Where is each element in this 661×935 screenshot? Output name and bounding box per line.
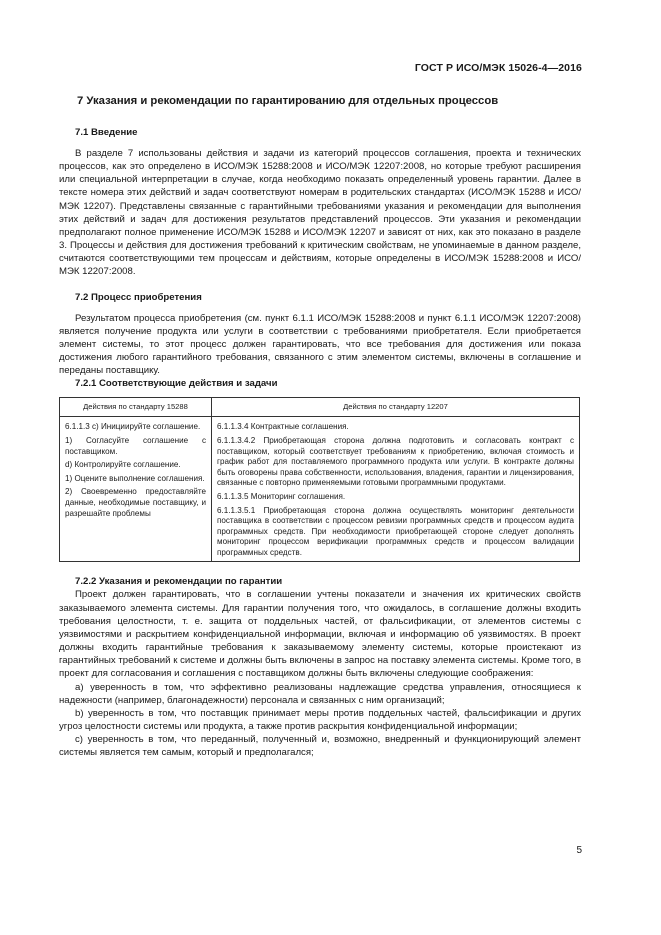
table-cell-15288 xyxy=(60,417,212,562)
table-cell-line: d) Контролируйте соглашение. xyxy=(65,460,181,470)
subsection-7-2-heading: 7.2 Процесс приобретения xyxy=(75,291,202,303)
document-id-header: ГОСТ Р ИСО/МЭК 15026-4—2016 xyxy=(414,62,582,74)
table-cell-line: 6.1.1.3.5.1 Приобретающая сторона должна осуществлять мониторинг деятельности поставщика в соответствии с процессом ревизии программных средств и процессом аудита программных средств. При необходимости приобретающей стороне следует дополнять мониторинг процессом верификации программных средств и процессом валидации программных средств. xyxy=(217,505,574,557)
table-cell-line: 6.1.1.3 с) Инициируйте соглашение. xyxy=(65,422,201,432)
subsection-7-2-1-heading: 7.2.1 Соответствующие действия и задачи xyxy=(75,378,278,390)
table-cell-line: 2) Своевременно предоставляйте данные, необходимые поставщику, и разрешайте проблемы xyxy=(65,487,206,518)
subsection-7-1-heading: 7.1 Введение xyxy=(75,127,138,138)
page-content xyxy=(59,94,581,760)
subsection-7-1-paragraph: В разделе 7 использованы действия и задачи из категорий процессов соглашения, проекта и технических процессов, как это определено в ИСО/МЭК 15288:2008 и ИСО/МЭК 12207:2008, но которые требуют расширения или специальной интерпретации в случае, когда необходимо показать определенный уровень гарантии. Далее в тексте номера этих действий и задач соответствуют номерам в родительских стандартах (ИСО/МЭК 15288 и ИСО/МЭК 12207). Представлены связанные с гарантийными требованиями указания и рекомендации для выполнения этих действий и задач для достижения результатов представлений процессов. Эти указания и рекомендации предполагают полное применение ИСО/МЭК 15288 и ИСО/МЭК 12207 и зависят от них, как это показано в разделе 3. Процессы и действия для достижения требований к критическим свойствам, не упоминаемые в данном разделе, считаются соответствующими тем процессам и действиям, которые определены в ИСО/МЭК 15288:2008 и ИСО/МЭК 12207:2008. xyxy=(59,148,581,278)
table-row xyxy=(60,417,580,562)
table-header-12207: Действия по стандарту 12207 xyxy=(212,398,580,417)
table-cell-line: 6.1.1.3.4 Контрактные соглашения. xyxy=(217,422,349,432)
table-cell-line: 1) Оцените выполнение соглашения. xyxy=(65,473,205,483)
subsection-7-2-paragraph: Результатом процесса приобретения (см. пункт 6.1.1 ИСО/МЭК 15288:2008 и пункт 6.1.1 ИСО/МЭК 12207:2008) является получение продукта или услуги в соответствии с требованиями приобретателя. Если приобретается элемент системы, то этот процесс должен гарантировать, что все требования для достижения или показа достижения любого гарантийного требования, связанного с этим элементом системы, включены в соглашение и переданы поставщику. xyxy=(59,312,581,377)
subsection-7-2-2-heading: 7.2.2 Указания и рекомендации по гарантии xyxy=(75,576,283,588)
activities-table xyxy=(59,397,580,562)
table-cell-12207 xyxy=(212,417,580,562)
table-header-row xyxy=(60,398,580,417)
table-header-15288: Действия по стандарту 15288 xyxy=(60,398,212,417)
subsection-7-2-2-paragraph: Проект должен гарантировать, что в соглашении учтены показатели и значения их критических свойств заказываемого элемента системы. Для гарантии получения того, что ожидалось, в соглашение должны входить требования целостности, т. е. защита от поддельных частей, от фальсификации, от элементов системы с уязвимостями и раскрытием конфиденциальной информации, включая и информацию об уязвимостях. В проект должны входить гарантийные требования к заказываемому элементу системы, которые проистекают из гарантийных требований к системе и должны быть включены в запрос на поставку элемента системы. Кроме того, в проект для согласования и соглашения с поставщиком должны быть включены следующие соображения: xyxy=(59,589,581,680)
list-item: b) уверенность в том, что поставщик принимает меры против поддельных частей, фальсификации и других угроз целостности системы или продукта, а также против раскрытия конфиденциальной информации; xyxy=(59,707,581,733)
table-cell-line: 6.1.1.3.5 Мониторинг соглашения. xyxy=(217,491,346,501)
list-item: c) уверенность в том, что переданный, полученный и, возможно, внедренный и функционирующий элемент системы является тем самым, который и предполагался; xyxy=(59,734,581,759)
table-cell-line: 1) Согласуйте соглашение с поставщиком. xyxy=(65,435,206,456)
section-title: 7 Указания и рекомендации по гарантированию для отдельных процессов xyxy=(77,95,499,107)
page-number: 5 xyxy=(576,845,582,856)
list-item: a) уверенность в том, что эффективно реализованы надлежащие средства управления, относящиеся к надежности (например, благонадежности) персонала и связанных с ним организаций; xyxy=(59,681,581,706)
table-cell-line: 6.1.1.3.4.2 Приобретающая сторона должна подготовить и согласовать контракт с поставщиком, который соответствует требованиям к приобретению, включая стоимость и график работ для поставляемого программного продукта или услуги. В контракте должны быть оговорены права собственности, использования, владения, гарантии и лицензирования, связанные с повторно применяемыми готовыми программными продуктами. xyxy=(217,435,574,488)
